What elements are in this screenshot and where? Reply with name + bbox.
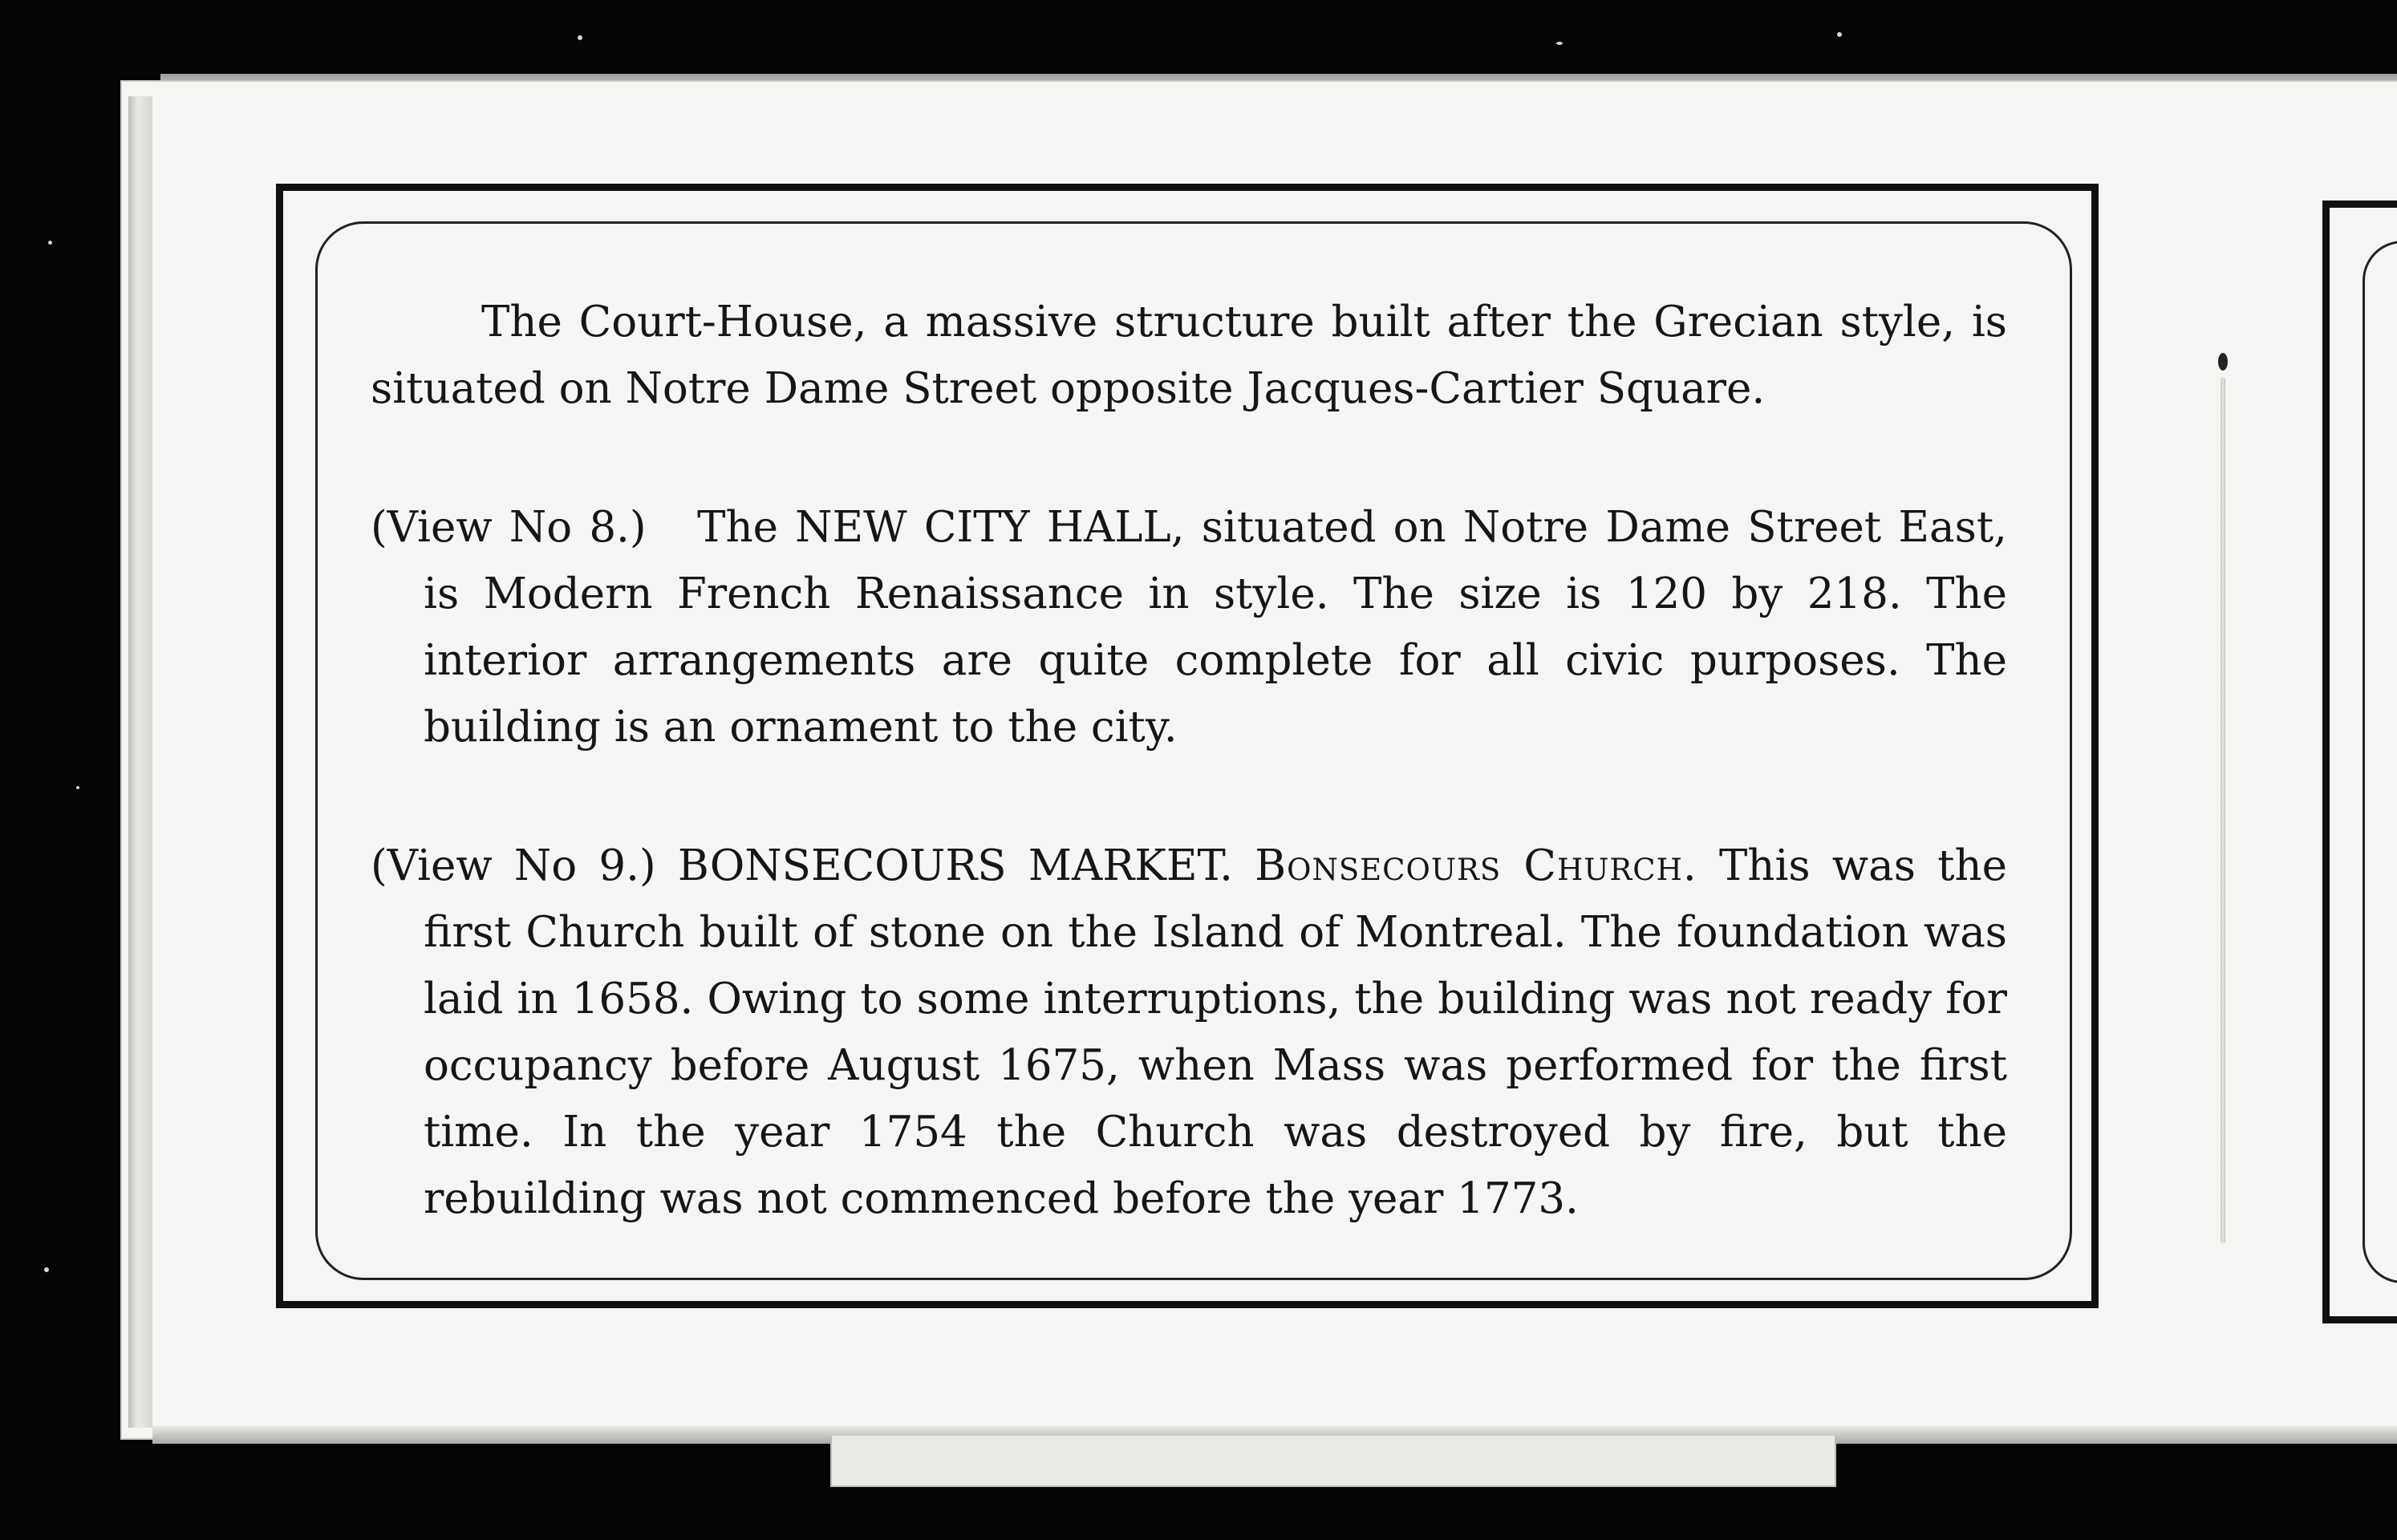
section-subtitle: Bonsecours Church. [1255,841,1697,890]
paragraph-court-house [371,289,2007,422]
section-title: BONSECOURS MARKET. [677,841,1233,890]
scan-speck [76,786,79,789]
card-bottom-tab [830,1436,1836,1487]
section-title: The NEW CITY HALL, [697,503,1185,552]
paragraph-view-9 [371,833,2007,1232]
scan-speck [44,1267,49,1272]
view-label: (View No 9.) [371,841,656,890]
scan-speck [1556,42,1563,45]
binding-line [2221,377,2225,1243]
binding-mark [2218,353,2228,371]
scan-speck [578,35,582,40]
paragraph-text: This was the first Church built of stone on the Island of Montreal. The foundation was laid in 1658. Owing to some interruptions, the building was not ready for occupancy before August 1675, when Mass was performed for the first time. In the year 1754 the Church was destroyed by fire, but the rebuilding was not commenced before the year 1773. [424,841,2007,1223]
scan-speck [48,241,52,245]
scan-speck [1837,32,1842,37]
paragraph-view-8 [371,494,2007,760]
paragraph-text: situated on Notre Dame Street East, is Modern French Renaissance in style. The size is 120 by 218. The interior arrangements are quite complete for all civic purposes. The building is an ornament to the city. [424,503,2007,752]
card-left-edge [128,96,152,1428]
next-panel-inner-frame [2363,241,2397,1283]
text-block [371,289,2007,1304]
paragraph-text: The Court-House, a massive structure built after the Grecian style, is situated on Notre Dame Street opposite Jacques-Cartier Square. [371,298,2007,413]
view-label: (View No 8.) [371,503,647,552]
